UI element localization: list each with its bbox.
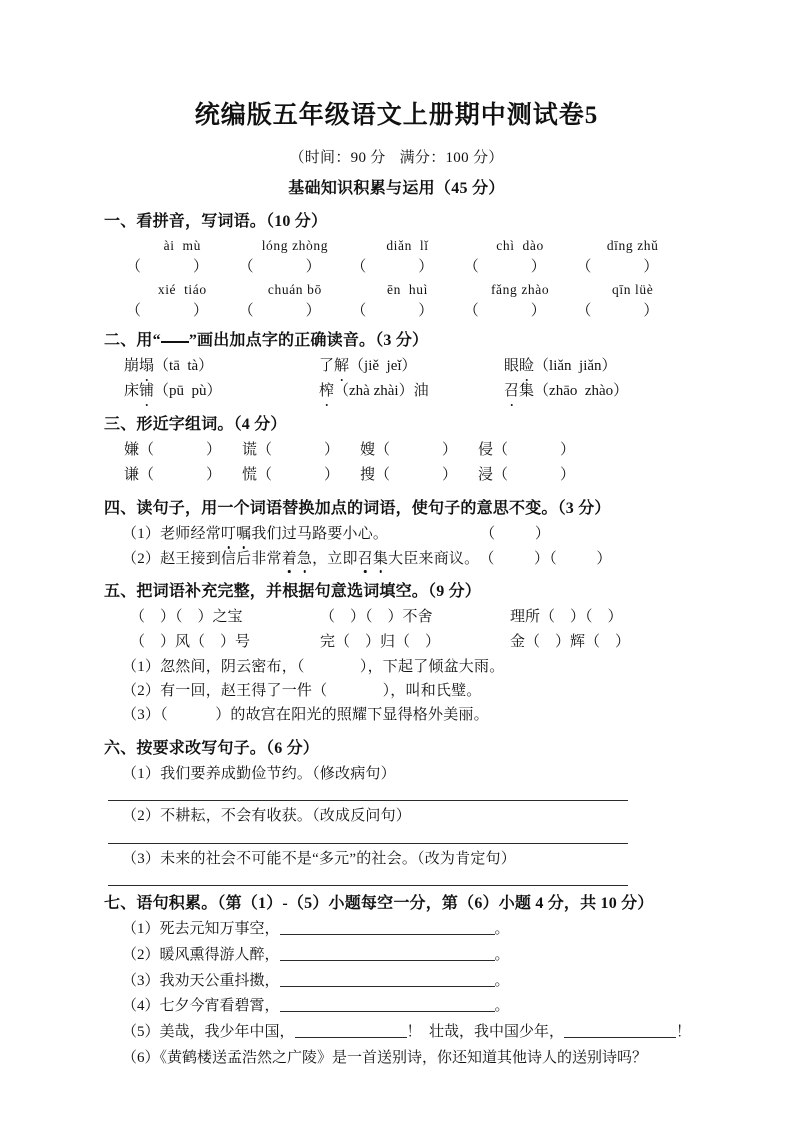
idiom-blank-item[interactable]: 理所（ ）（ ） [510,609,623,626]
answer-bracket[interactable]: （ ） [126,303,209,320]
pinyin-text: chì dào [496,237,544,253]
idiom-blank-item[interactable]: 完（ ）归（ ） [320,633,441,650]
char-word-item[interactable]: 嫂（ ） [360,442,458,459]
underline-sample-icon [161,341,189,343]
section-7-heading: 七、语句积累。（第（1）-（5）小题每空一分，第（6）小题 4 分，共 10 分） [104,894,654,912]
answer-bracket[interactable]: （ ）（ ） [479,550,612,567]
pinyin-block [104,236,689,321]
section-2-heading-a: 二、用“ [104,332,161,350]
char-word-item[interactable]: 侵（ ） [478,442,576,459]
section-6-question-2: （2）不耕耘，不会有收获。（改成反问句） [122,808,412,825]
section-7-line-2: （2）暖风熏得游人醉， 。 [122,946,510,963]
answer-bracket[interactable]: （ ） [463,303,546,320]
dotted-char: 叮 [221,522,236,546]
section-1-heading: 一、看拼音，写词语。（10 分） [104,212,328,230]
section-6-question-1: （1）我们要养成勤俭节约。（修改病句） [122,765,396,782]
pinyin-row-2 [104,280,689,300]
pinyin-row-1 [104,236,689,256]
answer-line[interactable] [108,843,628,844]
section-7-line-5: （5）美哉，我少年中国， ！ 壮哉，我中国少年， ！ [122,1024,692,1041]
section-2-heading [104,329,689,352]
section-3-heading: 三、形近字组词。（4 分） [104,416,287,434]
part-banner: 基础知识积累与运用（45 分） [288,179,505,197]
exam-meta-line [104,146,689,167]
section-5-idiom-row-2 [104,630,689,655]
answer-bracket[interactable]: （ ） [351,303,434,320]
dotted-char: 集 [373,547,388,571]
answer-bracket-row-2 [104,299,689,320]
answer-bracket[interactable]: （ ） [480,526,551,543]
answer-bracket[interactable]: （ ） [238,258,321,275]
section-7-line-6: （6）《黄鹤楼送孟浩然之广陵》是一首送别诗，你还知道其他诗人的送别诗吗？ [122,1050,648,1067]
fill-blank[interactable] [564,1037,676,1038]
answer-line[interactable] [108,885,628,886]
char-word-item[interactable]: 谦（ ） [124,467,222,484]
dotted-char: 召 [358,547,373,571]
pinyin-text: dīng zhǔ [606,237,659,253]
pronunciation-item[interactable]: 了解（jiě jeǐ） [319,354,504,379]
section-2-row-2 [104,379,689,404]
section-2-heading-b: ”画出加点字的正确读音。（3 分） [188,332,429,350]
answer-line[interactable] [108,800,628,801]
section-4-question-1: （1）老师经常叮嘱我们过马路要小心。 （ ） [104,522,689,546]
answer-bracket[interactable]: （ ） [126,258,209,275]
section-6-heading: 六、按要求改写句子。（6 分） [104,739,320,757]
answer-bracket-row-1 [104,255,689,276]
pinyin-text: chuán bō [267,281,322,297]
pinyin-text: lóng zhòng [261,237,329,253]
section-5-fill-2[interactable]: （2）有一回，赵王得了一件（ ），叫和氏璧。 [122,683,482,700]
dotted-char: 睑 [519,354,534,379]
fill-blank[interactable] [280,960,495,961]
section-7-line-3: （3）我劝天公重抖擞， 。 [122,972,510,989]
idiom-blank-item[interactable]: （ ）（ ）之宝 [130,609,243,626]
answer-bracket[interactable]: （ ） [351,258,434,275]
section-5-fill-3[interactable]: （3）（ ）的故宫在阳光的照耀下显得格外美丽。 [122,707,489,724]
idiom-blank-item[interactable]: （ ）（ ）不舍 [320,609,433,626]
pronunciation-item[interactable]: 崩塌（tā tà） [124,354,319,379]
dotted-char: 急 [297,547,312,571]
section-3-row-1 [104,438,689,463]
pinyin-text: qīn lüè [612,281,654,297]
answer-bracket[interactable]: （ ） [576,303,659,320]
pronunciation-item[interactable]: 眼睑（liǎn jiǎn） [504,354,617,379]
dotted-char: 召 [504,379,519,404]
section-7-line-1: （1）死去元知万事空， 。 [122,921,510,938]
char-word-item[interactable]: 谎（ ） [242,442,340,459]
char-word-item[interactable]: 搜（ ） [360,467,458,484]
char-word-item[interactable]: 嫌（ ） [124,442,222,459]
section-4-question-2: （2）赵王接到信后非常着急，立即召集大臣来商议。 （ ）（ ） [104,547,689,571]
fill-blank[interactable] [280,986,495,987]
answer-bracket[interactable]: （ ） [576,258,659,275]
fill-blank[interactable] [280,1011,495,1012]
pronunciation-item[interactable]: 榨（zhà zhài）油 [319,379,504,404]
section-2-row-1 [104,354,689,379]
idiom-blank-item[interactable]: （ ）风（ ）号 [130,633,251,650]
score-label: 满分：100 分） [399,149,504,166]
fill-blank[interactable] [280,934,495,935]
dotted-char: 铺 [139,379,154,404]
dotted-char: 嘱 [236,522,251,546]
char-word-item[interactable]: 浸（ ） [478,467,576,484]
section-4-heading: 四、读句子，用一个词语替换加点的词语，使句子的意思不变。（3 分） [104,500,611,518]
idiom-blank-item[interactable]: 金（ ）辉（ ） [510,633,631,650]
pinyin-text: ài mù [163,237,201,253]
section-5-idiom-row-1 [104,605,689,630]
answer-bracket[interactable]: （ ） [238,303,321,320]
pinyin-text: xié tiáo [157,281,207,297]
answer-bracket[interactable]: （ ） [463,258,546,275]
section-5-fill-1[interactable]: （1）忽然间，阴云密布，（ ），下起了倾盆大雨。 [122,658,505,675]
char-word-item[interactable]: 慌（ ） [242,467,340,484]
section-3-row-2 [104,463,689,488]
section-6-question-3: （3）未来的社会不可能不是“多元”的社会。（改为肯定句） [122,850,516,867]
pronunciation-item[interactable]: 床铺（pū pù） [124,379,319,404]
section-7-line-4: （4）七夕今宵看碧霄， 。 [122,998,510,1015]
fill-blank[interactable] [295,1037,407,1038]
section-5-heading: 五、把词语补充完整，并根据句意选词填空。（9 分） [104,582,482,600]
dotted-char: 解 [334,354,349,379]
pinyin-text: ēn huì [387,281,428,297]
dotted-char: 着 [282,547,297,571]
dotted-char: 榨 [319,379,334,404]
dotted-char: 塌 [139,354,154,379]
page-title: 统编版五年级语文上册期中测试卷5 [194,102,599,129]
time-label: （时间：90 分 [289,149,386,166]
pinyin-text: fǎng zhào [490,281,550,297]
pinyin-text: diǎn lǐ [386,237,429,253]
pronunciation-item[interactable]: 召集（zhāo zhào） [504,379,628,404]
